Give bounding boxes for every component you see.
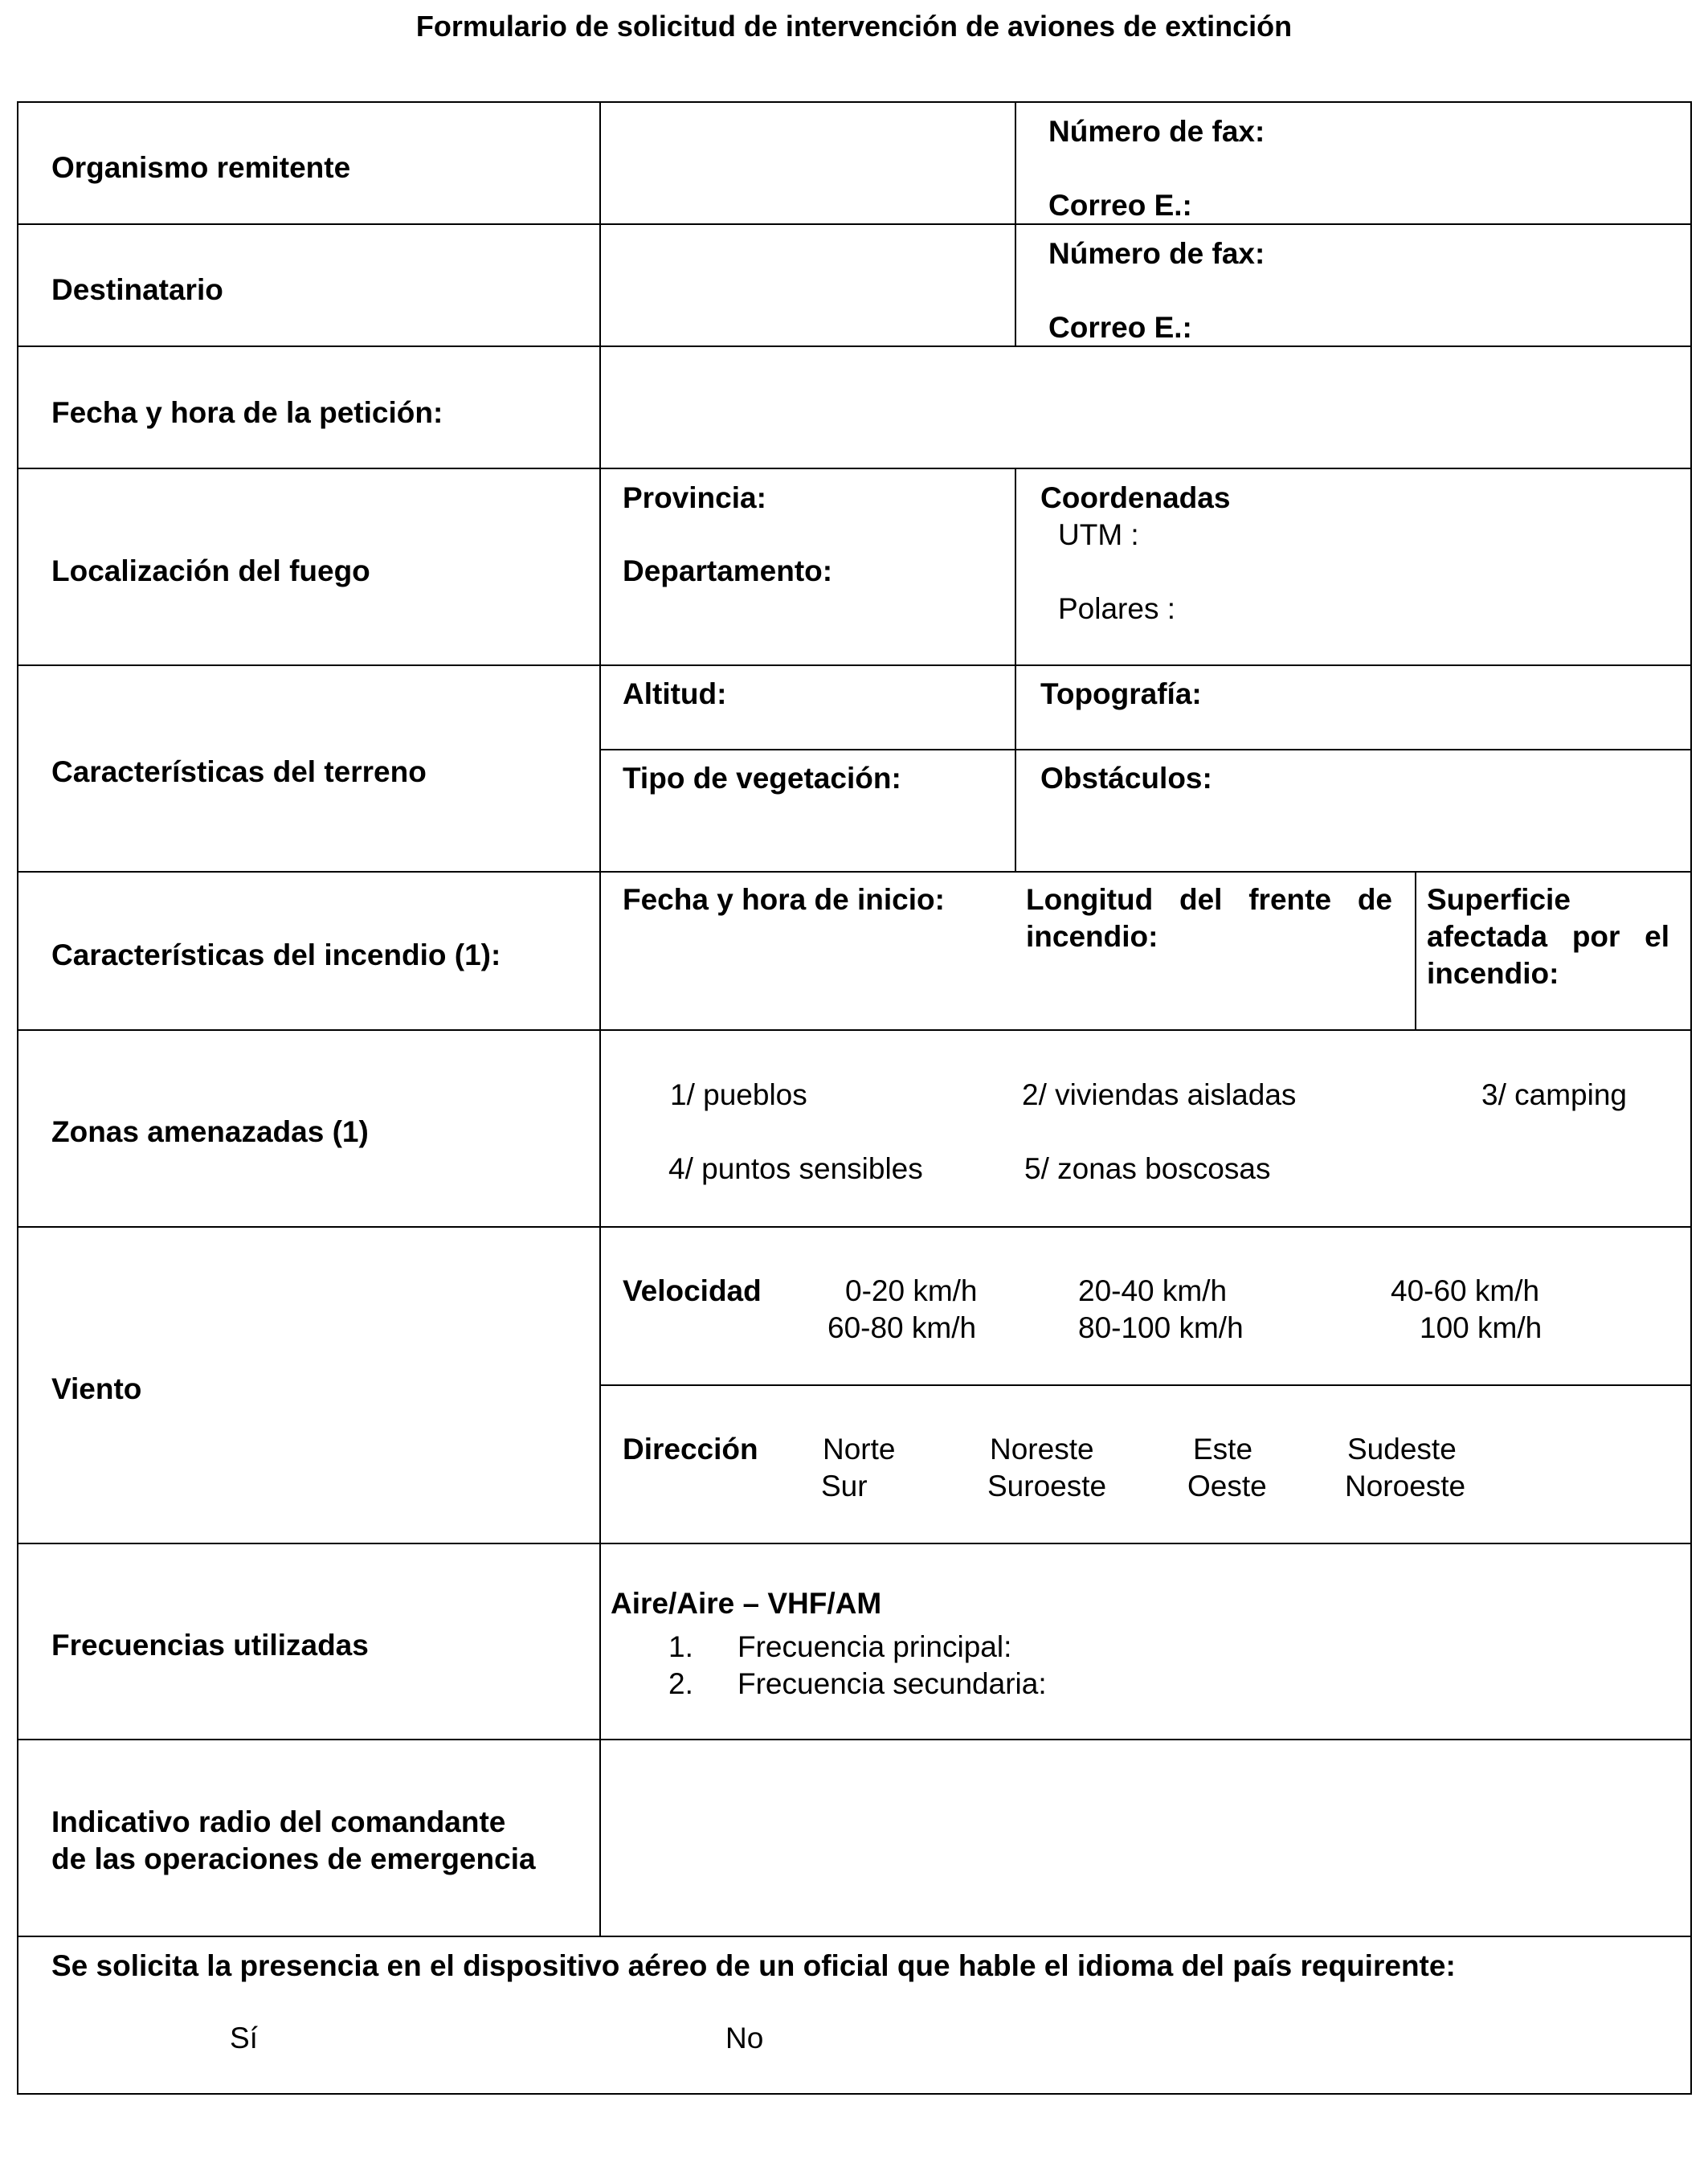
- destinatario-fax-label: Número de fax:: [1048, 237, 1265, 270]
- velocidad-label: Velocidad: [623, 1274, 762, 1307]
- oficial-question: Se solicita la presencia en el dispositivo aéreo de un oficial que hable el idioma del país requirente:: [51, 1949, 1456, 1982]
- oficial-option-no: No: [725, 2022, 764, 2054]
- cell-divider: [1015, 101, 1016, 347]
- form-title: Formulario de solicitud de intervención de aviones de extinción: [415, 10, 1293, 43]
- cell-divider: [1015, 468, 1016, 873]
- velocidad-option: 40-60 km/h: [1391, 1274, 1540, 1307]
- direccion-option: Sudeste: [1347, 1433, 1457, 1466]
- velocidad-option: 100 km/h: [1420, 1311, 1543, 1344]
- organismo-fax-label: Número de fax:: [1048, 115, 1265, 148]
- table-border-left: [17, 101, 18, 2095]
- obstaculos-label: Obstáculos:: [1040, 762, 1212, 795]
- oficial-option-yes: Sí: [230, 2022, 258, 2054]
- direccion-option: Noroeste: [1345, 1470, 1466, 1503]
- provincia-label: Provincia:: [623, 481, 766, 514]
- zona-option: 1/ pueblos: [670, 1078, 807, 1111]
- row-divider: [17, 871, 1692, 873]
- row-divider: [17, 1029, 1692, 1031]
- destinatario-email-label: Correo E.:: [1048, 311, 1192, 344]
- indicativo-label-line1: Indicativo radio del comandante: [51, 1805, 506, 1838]
- altitud-label: Altitud:: [623, 677, 727, 710]
- zona-option: 3/ camping: [1481, 1078, 1627, 1111]
- topografia-label: Topografía:: [1040, 677, 1202, 710]
- fecha-peticion-label: Fecha y hora de la petición:: [51, 396, 443, 429]
- viento-label: Viento: [51, 1372, 142, 1405]
- incendio-label: Características del incendio (1):: [51, 938, 501, 971]
- direccion-label: Dirección: [623, 1433, 758, 1466]
- indicativo-label-line2: de las operaciones de emergencia: [51, 1842, 536, 1875]
- row-divider: [17, 345, 1692, 347]
- organismo-email-label: Correo E.:: [1048, 189, 1192, 222]
- row-divider: [17, 664, 1692, 666]
- direccion-option: Sur: [821, 1470, 868, 1503]
- row-divider: [17, 1936, 1692, 1937]
- table-border-bottom: [17, 2093, 1692, 2095]
- direccion-option: Oeste: [1187, 1470, 1267, 1503]
- polares-label: Polares :: [1058, 592, 1176, 625]
- direccion-option: Norte: [823, 1433, 896, 1466]
- vegetacion-label: Tipo de vegetación:: [623, 762, 901, 795]
- departamento-label: Departamento:: [623, 554, 833, 587]
- terreno-label: Características del terreno: [51, 755, 427, 788]
- cell-divider: [599, 749, 1692, 750]
- direccion-option: Noreste: [990, 1433, 1094, 1466]
- coordenadas-label: Coordenadas: [1040, 481, 1231, 514]
- table-border-right: [1690, 101, 1692, 2095]
- direccion-option: Suroeste: [987, 1470, 1107, 1503]
- frecuencia-item: Frecuencia principal:: [738, 1630, 1012, 1663]
- frecuencia-number: 2.: [668, 1667, 693, 1700]
- longitud-frente-label: Longitud del frente de incendio:: [1026, 883, 1392, 953]
- destinatario-label: Destinatario: [51, 273, 223, 306]
- direccion-option: Este: [1193, 1433, 1253, 1466]
- velocidad-option: 80-100 km/h: [1078, 1311, 1244, 1344]
- utm-label: UTM :: [1058, 518, 1139, 551]
- cell-divider: [599, 1384, 1692, 1386]
- row-divider: [17, 1226, 1692, 1228]
- superficie-label: Superficie afectada por el incendio:: [1427, 883, 1669, 990]
- cell-divider: [1415, 871, 1416, 1031]
- frecuencias-label: Frecuencias utilizadas: [51, 1629, 369, 1662]
- zona-option: 2/ viviendas aisladas: [1022, 1078, 1297, 1111]
- table-border-top: [17, 101, 1692, 103]
- organismo-label: Organismo remitente: [51, 151, 351, 184]
- frecuencia-item: Frecuencia secundaria:: [738, 1667, 1047, 1700]
- frecuencia-number: 1.: [668, 1630, 693, 1663]
- inicio-label: Fecha y hora de inicio:: [623, 883, 945, 916]
- row-divider: [17, 468, 1692, 469]
- zonas-label: Zonas amenazadas (1): [51, 1115, 369, 1148]
- frecuencias-heading: Aire/Aire – VHF/AM: [611, 1587, 882, 1620]
- zona-option: 5/ zonas boscosas: [1024, 1152, 1271, 1185]
- velocidad-option: 20-40 km/h: [1078, 1274, 1228, 1307]
- row-divider: [17, 1543, 1692, 1544]
- row-divider: [17, 1739, 1692, 1740]
- row-divider: [17, 223, 1692, 225]
- velocidad-option: 60-80 km/h: [827, 1311, 977, 1344]
- label-column-divider: [599, 101, 601, 1937]
- zona-option: 4/ puntos sensibles: [668, 1152, 923, 1185]
- localizacion-label: Localización del fuego: [51, 554, 370, 587]
- velocidad-option: 0-20 km/h: [845, 1274, 978, 1307]
